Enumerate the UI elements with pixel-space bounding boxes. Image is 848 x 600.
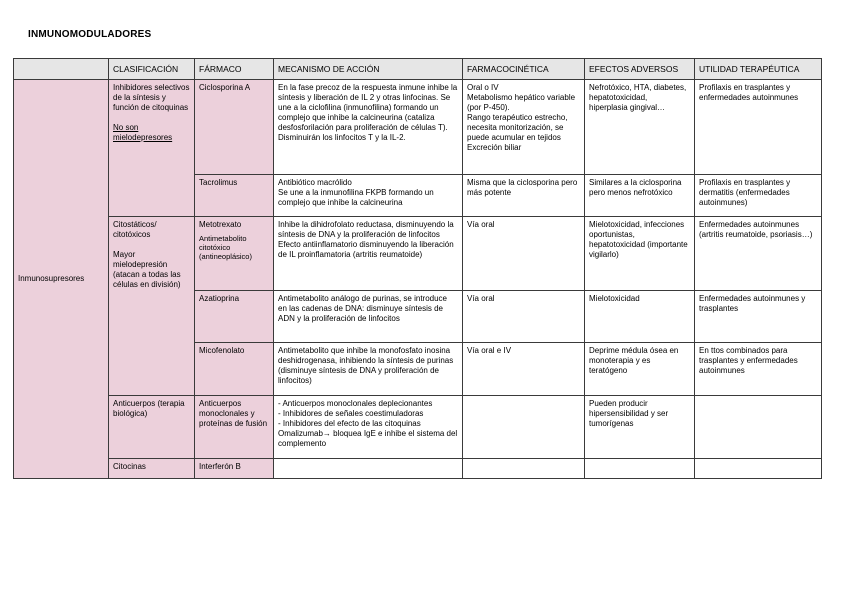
drug-label: Metotrexato bbox=[199, 220, 242, 229]
mechanism-cell: Antimetabolito análogo de purinas, se introduce en las cadenas de DNA: disminuye síntesis de ADN y la proliferación de linfocitos bbox=[274, 291, 463, 343]
mechanism-line: - Inhibidores de señales coestimuladoras bbox=[278, 409, 424, 418]
pk-cell bbox=[463, 459, 585, 479]
adverse-cell: Deprime médula ósea en monoterapia y es teratógeno bbox=[585, 343, 695, 396]
utility-cell bbox=[695, 459, 822, 479]
class-label: Inhibidores selectivos de la síntesis y función de citoquinas bbox=[113, 83, 190, 112]
page-title: INMUNOMODULADORES bbox=[28, 29, 152, 40]
pk-cell bbox=[463, 396, 585, 459]
header-utilidad-terapeutica: UTILIDAD TERAPÉUTICA bbox=[695, 59, 822, 80]
utility-cell: Profilaxis en trasplantes y enfermedades autoinmunes bbox=[695, 80, 822, 175]
mechanism-cell bbox=[274, 459, 463, 479]
mechanism-cell: Antimetabolito que inhibe la monofosfato inosina deshidrogenasa, inhibiendo la síntesis de purinas (disminuye síntesis de DNA y proliferación de linfocitos) bbox=[274, 343, 463, 396]
pk-cell: Vía oral bbox=[463, 291, 585, 343]
header-efectos-adversos: EFECTOS ADVERSOS bbox=[585, 59, 695, 80]
mechanism-line: Omalizumab→ bloquea IgE e inhibe el sistema del complemento bbox=[278, 429, 458, 448]
drug-cell: Tacrolimus bbox=[195, 175, 274, 217]
mechanism-cell: En la fase precoz de la respuesta inmune inhibe la síntesis y liberación de IL 2 y otras linfocinas. Se une a la ciclofilina (inmunofilina) formando un complejo que inhibe la calcineurina (cataliza desfosforilación para proliferación de células T). Disminuirán los linfocitos T y la IL-2. bbox=[274, 80, 463, 175]
drug-cell: Interferón B bbox=[195, 459, 274, 479]
utility-cell: Enfermedades autoinmunes (artritis reumatoide, psoriasis…) bbox=[695, 217, 822, 291]
utility-cell: Profilaxis en trasplantes y dermatitis (enfermedades autoinmunes) bbox=[695, 175, 822, 217]
pk-line: Oral o IV bbox=[467, 83, 499, 92]
table-row bbox=[14, 80, 822, 175]
pk-cell: Vía oral bbox=[463, 217, 585, 291]
header-row bbox=[14, 59, 822, 80]
table-row bbox=[14, 459, 822, 479]
pk-line: Rango terapéutico estrecho, necesita monitorización, se puede acumular en tejidos bbox=[467, 113, 568, 142]
class-cell-inhibidores bbox=[109, 80, 195, 217]
header-mecanismo: MECANISMO DE ACCIÓN bbox=[274, 59, 463, 80]
utility-cell: En ttos combinados para trasplantes y enfermedades autoinmunes bbox=[695, 343, 822, 396]
header-farmaco: FÁRMACO bbox=[195, 59, 274, 80]
header-clasificacion: CLASIFICACIÓN bbox=[109, 59, 195, 80]
pk-cell: Misma que la ciclosporina pero más potente bbox=[463, 175, 585, 217]
class-cell-citocinas: Citocinas bbox=[109, 459, 195, 479]
class-cell-anticuerpos: Anticuerpos (terapia biológica) bbox=[109, 396, 195, 459]
mechanism-line: Antibiótico macrólido bbox=[278, 178, 352, 187]
group-cell: Inmunosupresores bbox=[14, 80, 109, 479]
adverse-line: Nefrotóxico, HTA, diabetes, bbox=[589, 83, 687, 92]
adverse-cell: Mielotoxicidad bbox=[585, 291, 695, 343]
class-note: Mayor mielodepresión (atacan a todas las células en división) bbox=[113, 250, 181, 289]
pk-cell bbox=[463, 80, 585, 175]
mechanism-line: Inhibe la dihidrofolato reductasa, disminuyendo la síntesis de DNA y la proliferación de linfocitos bbox=[278, 220, 454, 239]
adverse-cell bbox=[585, 80, 695, 175]
mechanism-cell bbox=[274, 396, 463, 459]
adverse-line: hepatotoxicidad, bbox=[589, 93, 648, 102]
class-cell-citostaticos bbox=[109, 217, 195, 396]
pk-line: Excreción biliar bbox=[467, 143, 522, 152]
drug-cell bbox=[195, 217, 274, 291]
pk-cell: Vía oral e IV bbox=[463, 343, 585, 396]
adverse-line: hiperplasia gingival… bbox=[589, 103, 666, 112]
class-label: Citostáticos/ citotóxicos bbox=[113, 220, 157, 239]
mechanism-cell bbox=[274, 217, 463, 291]
table-row bbox=[14, 217, 822, 291]
table-row bbox=[14, 396, 822, 459]
immunomodulators-table bbox=[13, 58, 822, 479]
header-farmacocinetica: FARMACOCINÉTICA bbox=[463, 59, 585, 80]
drug-cell: Micofenolato bbox=[195, 343, 274, 396]
drug-cell: Anticuerpos monoclonales y proteínas de fusión bbox=[195, 396, 274, 459]
drug-cell: Ciclosporina A bbox=[195, 80, 274, 175]
utility-cell: Enfermedades autoinmunes y trasplantes bbox=[695, 291, 822, 343]
utility-cell bbox=[695, 396, 822, 459]
adverse-cell bbox=[585, 459, 695, 479]
mechanism-cell bbox=[274, 175, 463, 217]
mechanism-line: - Inhibidores del efecto de las citoquinas bbox=[278, 419, 421, 428]
pk-line: Metabolismo hepático variable (por P-450). bbox=[467, 93, 576, 112]
adverse-cell: Similares a la ciclosporina pero menos nefrotóxico bbox=[585, 175, 695, 217]
mechanism-line: Efecto antiinflamatorio disminuyendo la liberación de IL proinflamatoria (artritis reumatoide) bbox=[278, 240, 454, 259]
adverse-cell: Mielotoxicidad, infecciones oportunistas, hepatotoxicidad (importante vigilarlo) bbox=[585, 217, 695, 291]
drug-sublabel: Antimetabolito citotóxico (antineoplásico) bbox=[199, 234, 252, 261]
header-empty bbox=[14, 59, 109, 80]
adverse-cell: Pueden producir hipersensibilidad y ser tumorígenas bbox=[585, 396, 695, 459]
class-note: No son mielodepresores bbox=[113, 123, 173, 142]
mechanism-line: Se une a la inmunofilina FKPB formando un complejo que inhibe la calcineurina bbox=[278, 188, 434, 207]
drug-cell: Azatioprina bbox=[195, 291, 274, 343]
mechanism-line: - Anticuerpos monoclonales deplecionantes bbox=[278, 399, 433, 408]
